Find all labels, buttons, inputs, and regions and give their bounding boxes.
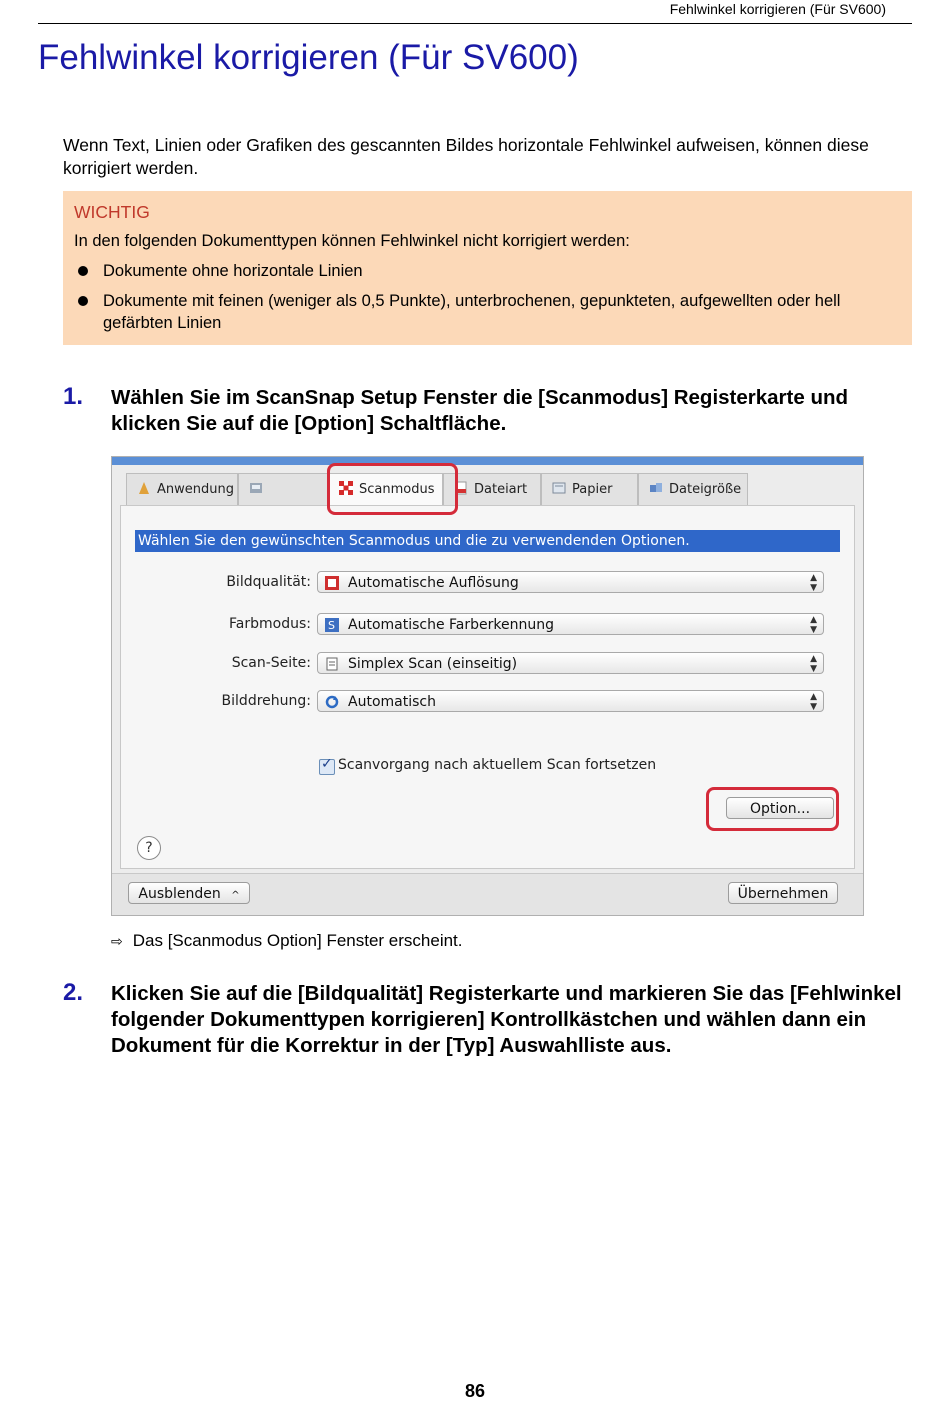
step-1-number: 1. bbox=[63, 383, 84, 410]
select-farbmodus[interactable] bbox=[317, 613, 824, 635]
tab-label: Dateigröße bbox=[669, 482, 742, 497]
filesize-icon bbox=[649, 481, 663, 495]
select-scan-seite[interactable] bbox=[317, 652, 824, 674]
tab-label: Papier bbox=[572, 482, 613, 497]
hide-button-label: Ausblenden bbox=[138, 886, 221, 902]
bullet-text: Dokumente ohne horizontale Linien bbox=[103, 262, 363, 280]
window-titlebar bbox=[112, 457, 863, 465]
page-title: Fehlwinkel korrigieren (Für SV600) bbox=[38, 38, 579, 77]
bullet-dot bbox=[78, 266, 88, 276]
paper-icon bbox=[552, 481, 566, 495]
step-2-text: Klicken Sie auf die [Bildqualität] Registerkarte und markieren Sie das [Fehlwinkel folgender Dokumenttypen korrigieren] Kontrollkästchen und wählen dann ein Dokument für die Korrektur in der [Typ] Auswahlliste aus. bbox=[111, 982, 902, 1057]
step-2-number: 2. bbox=[63, 979, 84, 1006]
save-icon bbox=[249, 481, 263, 495]
option-button[interactable]: Option... bbox=[726, 797, 834, 819]
highlight-option-button bbox=[706, 787, 839, 831]
important-label: WICHTIG bbox=[74, 202, 150, 222]
updown-arrow-icon: ▲ ▼ bbox=[810, 615, 817, 635]
field-label-farbmodus: Farbmodus: bbox=[229, 616, 311, 632]
highlight-scanmodus-tab bbox=[327, 463, 458, 515]
color-icon bbox=[325, 618, 339, 632]
result-arrow-icon: ⇨ bbox=[111, 933, 123, 949]
intro-paragraph: Wenn Text, Linien oder Grafiken des gescannten Bildes horizontale Fehlwinkel aufweisen, können diese korrigiert werden. bbox=[63, 135, 869, 178]
important-box bbox=[63, 191, 912, 345]
updown-arrow-icon: ▲ ▼ bbox=[810, 692, 817, 712]
select-value: Automatisch bbox=[348, 694, 436, 710]
chevron-up-icon: ^ bbox=[231, 890, 240, 901]
select-bilddrehung[interactable] bbox=[317, 690, 824, 712]
continue-scan-checkbox[interactable] bbox=[319, 759, 335, 775]
field-label-bilddrehung: Bilddrehung: bbox=[221, 693, 311, 709]
tab-label: Dateiart bbox=[474, 482, 528, 497]
field-label-scan-seite: Scan-Seite: bbox=[231, 655, 311, 671]
result-line bbox=[111, 931, 463, 951]
bullet-text: Dokumente mit feinen (weniger als 0,5 Punkte), unterbrochenen, gepunkteten, aufgewellten oder hell gefärbten Linien bbox=[103, 292, 841, 332]
continue-scan-label: Scanvorgang nach aktuellem Scan fortsetzen bbox=[338, 757, 657, 773]
select-value: Automatische Auflösung bbox=[348, 575, 519, 591]
tab-dateigroesse[interactable] bbox=[638, 473, 748, 506]
tab-anwendung[interactable] bbox=[126, 473, 238, 506]
hide-button[interactable] bbox=[128, 882, 250, 904]
rotate-icon bbox=[325, 695, 339, 709]
resolution-icon bbox=[325, 576, 339, 590]
apply-button[interactable]: Übernehmen bbox=[728, 882, 838, 904]
panel-heading: Wählen Sie den gewünschten Scanmodus und die zu verwendenden Optionen. bbox=[135, 530, 840, 552]
updown-arrow-icon: ▲ ▼ bbox=[810, 654, 817, 674]
select-bildqualitaet[interactable] bbox=[317, 571, 824, 593]
result-text: Das [Scanmodus Option] Fenster erscheint. bbox=[132, 931, 463, 950]
running-header-title: Fehlwinkel korrigieren (Für SV600) bbox=[669, 1, 886, 17]
help-button[interactable]: ? bbox=[137, 836, 161, 860]
application-icon bbox=[137, 481, 151, 495]
page-number: 86 bbox=[464, 1381, 486, 1401]
tab-label: Scanmodus bbox=[359, 482, 435, 497]
select-value: Automatische Farberkennung bbox=[348, 617, 554, 633]
important-text: In den folgenden Dokumenttypen können Fehlwinkel nicht korrigiert werden: bbox=[74, 232, 630, 250]
select-value: Simplex Scan (einseitig) bbox=[348, 656, 518, 672]
simplex-icon bbox=[325, 657, 339, 671]
bottom-bar bbox=[112, 873, 863, 916]
tab-papier[interactable] bbox=[541, 473, 638, 506]
updown-arrow-icon: ▲ ▼ bbox=[810, 573, 817, 593]
tab-label: Anwendung bbox=[157, 482, 234, 497]
scansnap-setup-screenshot bbox=[111, 456, 864, 916]
field-label-bildqualitaet: Bildqualität: bbox=[226, 574, 311, 590]
running-header bbox=[38, 0, 912, 24]
tab-speichern[interactable] bbox=[238, 473, 328, 506]
svg-text:S: S bbox=[328, 619, 335, 632]
step-1-text: Wählen Sie im ScanSnap Setup Fenster die [Scanmodus] Registerkarte und klicken Sie auf die [Option] Schaltfläche. bbox=[111, 386, 849, 435]
bullet-dot bbox=[78, 296, 88, 306]
